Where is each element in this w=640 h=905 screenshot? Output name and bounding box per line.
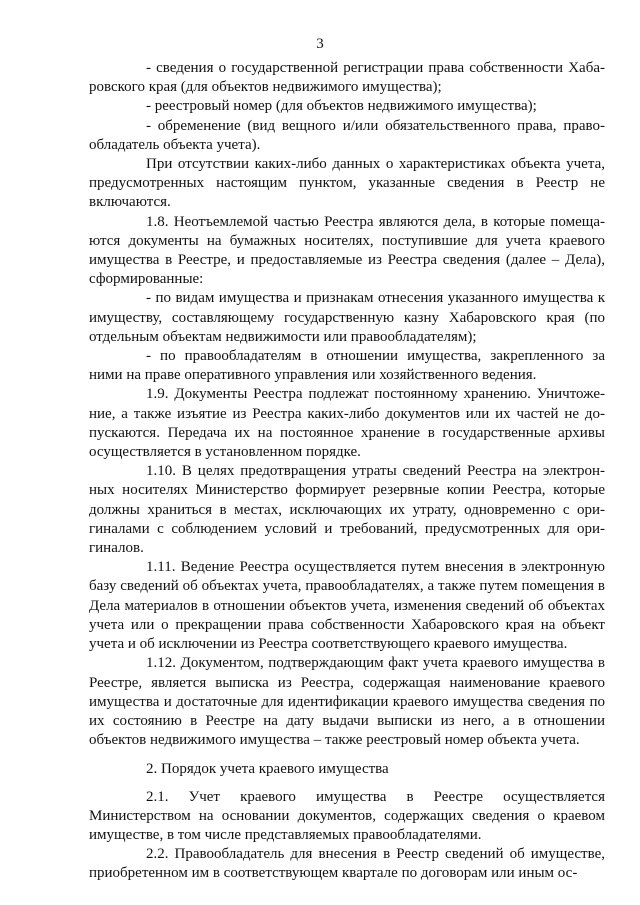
section-heading: 2. Порядок учета краевого имущества — [146, 761, 389, 778]
paragraph-1-8: 1.8. Неотъемлемой частью Реестра являются дела, в которые помещаются документы на бумажных носителях, поступившие для учета краевого имущества в Реестре, и предоставляемые из Реестра сведения (далее – Дела), сформированные: — [89, 213, 605, 288]
paragraph-1-10: 1.10. В целях предотвращения утраты сведений Реестра на электронных носителях Министерство формирует резервные копии Реестра, которые должны храниться в местах, исключающих их утрату, одновременно с оригиналами с соблюдением условий и требований, предусмотренных для оригиналов. — [89, 463, 605, 557]
paragraph-missing-data: При отсутствии каких-либо данных о характеристиках объекта учета, предусмотренных настоящим пунктом, указанные сведения в Реестр не включаются. — [89, 156, 605, 211]
paragraph-2-1: 2.1. Учет краевого имущества в Реестре осуществляется Министерством на основании документов, содержащих сведения о краевом имуществе, в том числе представляемых правообладателями. — [89, 788, 605, 843]
paragraph-encumbrance: - обременение (вид вещного и/или обязательственного права, правообладатель объекта учета). — [89, 117, 605, 153]
paragraph-1-11: 1.11. Ведение Реестра осуществляется путем внесения в электронную базу сведений об объектах учета, правообладателях, а также путем помещения в Дела материалов в отношении объектов учета, изменения сведений об объектах учета или о прекращении права собственности Хабаровского края на объект учета и об исключении из Реестра соответствующего краевого имущества. — [89, 559, 605, 653]
paragraph-2-2: 2.2. Правообладатель для внесения в Реестр сведений об имуществе, приобретенном им в соответствующем квартале по договорам или иным ос- — [89, 846, 605, 882]
paragraph-state-registration: - сведения о государственной регистрации права собственности Хабаровского края (для объектов недвижимого имущества); — [89, 60, 605, 96]
paragraph-1-9: 1.9. Документы Реестра подлежат постоянному хранению. Уничтожение, а также изъятие из Реестра каких-либо документов или их частей не допускаются. Передача их на постоянное хранение в государственные архивы осуществляется в установленном порядке. — [89, 386, 605, 461]
page-number: 3 — [316, 36, 324, 52]
paragraph-1-12: 1.12. Документом, подтверждающим факт учета краевого имущества в Реестре, является выписка из Реестра, содержащая наименование краевого имущества и достаточные для идентификации краевого имущества сведения по их состоянию в Реестре на дату выдачи выписки из него, а в отношении объектов недвижимого имущества – также реестровый номер объекта учета. — [89, 655, 605, 749]
paragraph-by-rightholder: - по правообладателям в отношении имущества, закрепленного за ними на праве оперативного управления или хозяйственного ведения. — [89, 348, 605, 384]
paragraph-registry-number: - реестровый номер (для объектов недвижимого имущества); — [146, 98, 537, 115]
document-body — [89, 59, 605, 884]
paragraph-by-property-type: - по видам имущества и признакам отнесения указанного имущества к имуществу, составляющему государственную казну Хабаровского края (по отдельным объектам недвижимости или правообладателям); — [89, 290, 605, 345]
